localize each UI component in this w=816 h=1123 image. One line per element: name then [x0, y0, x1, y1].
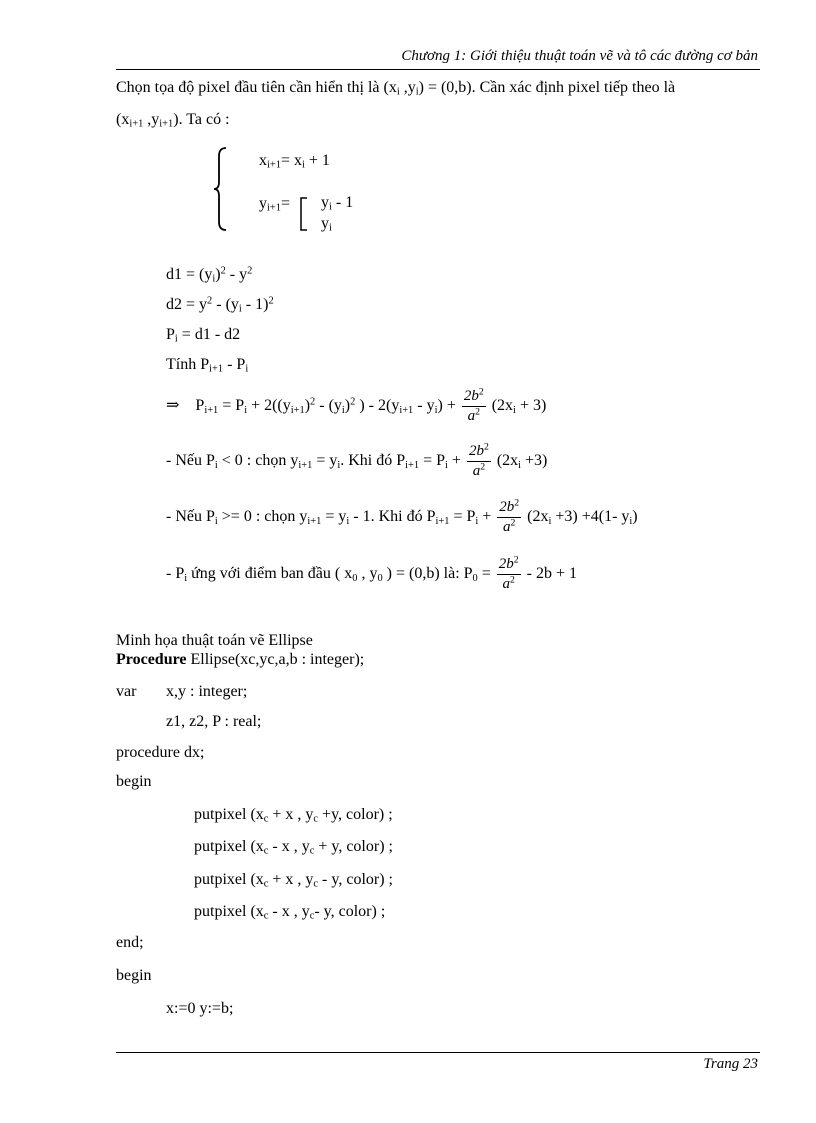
- header-rule: [116, 69, 760, 70]
- fraction-2b2-a2: $\frac{2b^2}{a^2}$: [498, 554, 519, 592]
- case-nonnegative: - Nếu $P_i >= 0$ : chọn $y_{i+1} = y_i - 1$. Khi đó $P_{i+1} = P_i$ + $\frac{2b^2}{a^2}$ $(2x_i +3) +4(1-$ $y_i$): [166, 497, 638, 535]
- fraction-2b2-a2: $\frac{2b^2}{a^2}$: [468, 441, 489, 479]
- case-bracket: [298, 196, 308, 232]
- compute-difference: Tính $P_{i+1} - P_i$: [166, 356, 249, 375]
- begin-keyword: begin: [116, 773, 152, 790]
- var-declaration-xy: x,y : integer;: [166, 683, 248, 700]
- x-next-equation: $x_{i+1}= x_i + 1$: [259, 152, 330, 171]
- putpixel-line-4: putpixel ($x_c$ - x , $y_c-$ y, color) ;: [194, 903, 386, 922]
- fraction-2b2-a2: $\frac{2b^2}{a^2}$: [463, 386, 484, 424]
- var-keyword: var: [116, 683, 137, 700]
- intro-paragraph: Chọn tọa độ pixel đầu tiên cần hiển thị là ($x_i$ $,y_i) = (0,b)$. Cần xác định pixel tiếp theo là ($x_{i+1}$ $,y_{i+1}$). Ta có :: [116, 79, 676, 130]
- end-keyword: end;: [116, 934, 144, 951]
- procedure-signature: Procedure Ellipse(xc,yc,a,b : integer);: [116, 651, 365, 668]
- putpixel-line-2: putpixel ($x_c$ - x , $y_c + y$, color) ;: [194, 838, 393, 857]
- initial-value: - $P_i$ ứng với điểm ban đầu ( $x_0$ , $y_0$ ) = (0,b) là: $P_0$ = $\frac{2b^2}{a^2}$ - 2b + 1: [166, 554, 578, 592]
- recurrence-formula: ⇒ $P_{i+1} = P_i + 2((y_{i+1})^2 - (y_i)^2$ ) - $2(y_{i+1} - y_i)$ + $\frac{2b^2}{a^2}$ $(2x_i + 3)$: [166, 386, 547, 424]
- y-case-same: $y_i$: [321, 215, 332, 234]
- fraction-2b2-a2: $\frac{2b^2}{a^2}$: [499, 497, 520, 535]
- case-negative: - Nếu $P_i < 0$ : chọn $y_{i+1} = y_i$. Khi đó $P_{i+1} = P_i$ + $\frac{2b^2}{a^2}$ $(2x_i +3)$: [166, 441, 548, 479]
- left-brace: [212, 146, 230, 232]
- pi-formula: $P_i = d1 - d2$: [166, 326, 241, 345]
- page-number: Trang 23: [703, 1056, 758, 1072]
- begin-keyword-main: begin: [116, 967, 152, 984]
- y-next-equation: $y_{i+1}=$: [259, 195, 290, 214]
- d2-formula: $d2 = y^2 - (y_i - 1)^2$: [166, 295, 274, 315]
- putpixel-line-3: putpixel ($x_c + x$ , $y_c$ - y, color) ;: [194, 871, 393, 890]
- footer-rule: [116, 1052, 760, 1053]
- implies-icon: ⇒: [166, 397, 180, 415]
- code-caption: Minh họa thuật toán vẽ Ellipse: [116, 632, 313, 649]
- procedure-dx: procedure dx;: [116, 744, 205, 761]
- var-declaration-real: z1, z2, P : real;: [166, 713, 262, 730]
- init-statement: x:=0 y:=b;: [166, 1000, 234, 1017]
- y-case-decrement: $y_i - 1$: [321, 194, 354, 213]
- d1-formula: $d1 = (y_i)^2 - y^2$: [166, 265, 253, 285]
- running-header: Chương 1: Giới thiệu thuật toán vẽ và tô các đường cơ bản: [401, 48, 758, 64]
- putpixel-line-1: putpixel ($x_c + x$ , $y_c +y$, color) ;: [194, 806, 393, 825]
